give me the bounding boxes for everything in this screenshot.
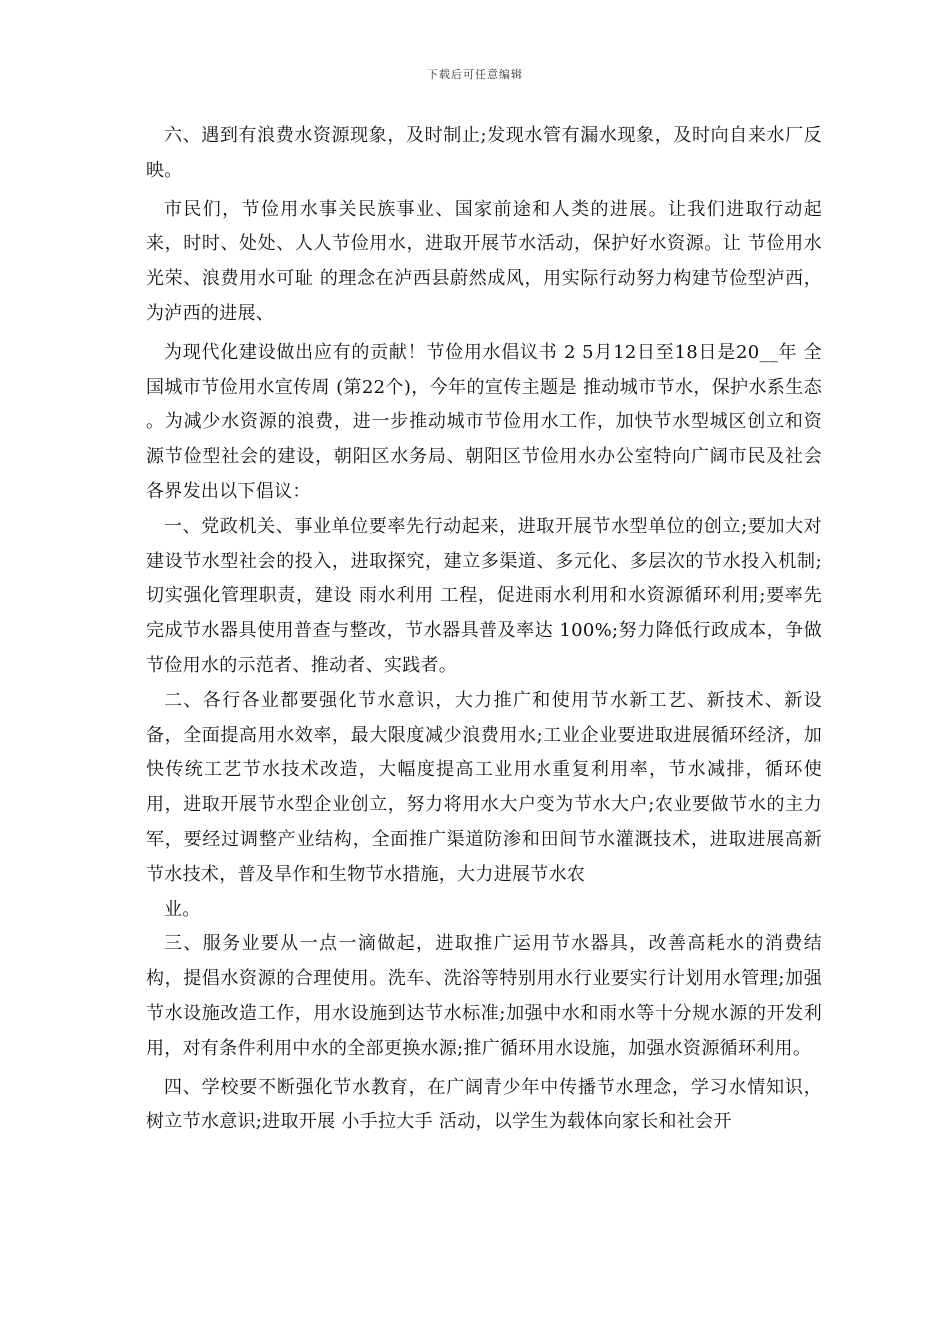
paragraph-6-report-waste: 六、遇到有浪费水资源现象，及时制止;发现水管有漏水现象，及时向自来水厂反映。 (146, 125, 822, 181)
paragraph-1-government: 一、党政机关、事业单位要率先行动起来，进取开展节水型单位的创立;要加大对建设节水型社会的投入，进取探究，建立多渠道、多元化、多层次的节水投入机制;切实强化管理职责，建设 雨水利用 工程，促进雨水利用和水资源循环利用;要率先完成节水器具使用普查与整改，节水器具普及率达 100%;努力降低行政成本，争做节俭用水的示范者、推动者、实践者。 (146, 515, 822, 676)
paragraph-proposal-intro: 为现代化建设做出应有的贡献！节俭用水倡议书 2 5月12日至18日是20__年 全国城市节俭用水宣传周 (第22个)，今年的宣传主题是 推动城市节水，保护水系生态 。为减少水资源的浪费，进一步推动城市节俭用水工作，加快节水型城区创立和资源节俭型社会的建设，朝阳区水务局、朝阳区节俭用水办公室特向广阔市民及社会各界发出以下倡议： (146, 341, 822, 502)
document-body (146, 119, 822, 1140)
paragraph-2-industries: 二、各行各业都要强化节水意识，大力推广和使用节水新工艺、新技术、新设备，全面提高用水效率，最大限度减少浪费用水;工业企业要进取进展循环经济，加快传统工艺节水技术改造，大幅度提高工业用水重复利用率，节水减排，循环使用，进取开展节水型企业创立，努力将用水大户变为节水大户;农业要做节水的主力军，要经过调整产业结构，全面推广渠道防渗和田间节水灌溉技术，进取进展高新节水技术，普及旱作和生物节水措施，大力进展节水农 (146, 689, 822, 885)
paragraph-2-continuation: 业。 (164, 898, 201, 920)
page-header: 下载后可任意编辑 (427, 68, 523, 81)
paragraph-citizens-appeal: 市民们，节俭用水事关民族事业、国家前途和人类的进展。让我们进取行动起来，时时、处处、人人节俭用水，进取开展节水活动，保护好水资源。让 节俭用水光荣、浪费用水可耻 的理念在泸西县蔚然成风，用实际行动努力构建节俭型泸西，为泸西的进展、 (146, 198, 822, 324)
paragraph-3-services: 三、服务业要从一点一滴做起，进取推广运用节水器具，改善高耗水的消费结构，提倡水资源的合理使用。洗车、洗浴等特别用水行业要实行计划用水管理;加强节水设施改造工作，用水设施到达节水标准;加强中水和雨水等十分规水源的开发利用，对有条件利用中水的全部更换水源;推广循环用水设施，加强水资源循环利用。 (146, 933, 822, 1059)
paragraph-4-schools: 四、学校要不断强化节水教育，在广阔青少年中传播节水理念，学习水情知识，树立节水意识;进取开展 小手拉大手 活动，以学生为载体向家长和社会开 (146, 1076, 822, 1133)
